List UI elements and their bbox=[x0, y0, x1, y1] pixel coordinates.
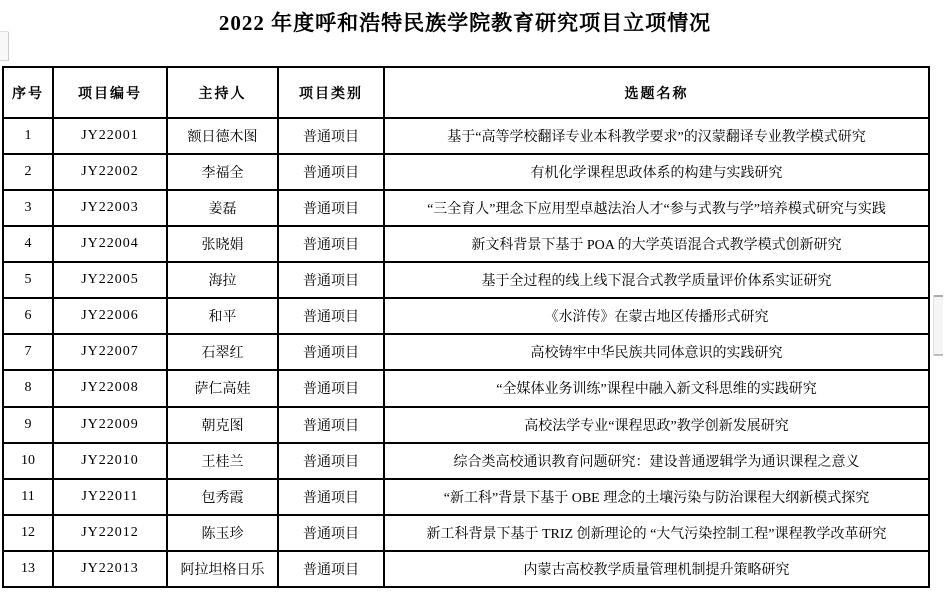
cell-topic: 内蒙古高校教学质量管理机制提升策略研究 bbox=[384, 551, 929, 587]
cell-topic: “全媒体业务训练”课程中融入新文科思维的实践研究 bbox=[384, 370, 929, 406]
cell-category: 普通项目 bbox=[278, 190, 384, 226]
cell-code: JY22010 bbox=[53, 443, 167, 479]
table-row bbox=[3, 370, 929, 406]
scrollbar-thumb[interactable] bbox=[933, 295, 943, 356]
cell-leader: 包秀霞 bbox=[167, 479, 278, 515]
cell-seq: 13 bbox=[3, 551, 53, 587]
cell-topic: 基于“高等学校翻译专业本科教学要求”的汉蒙翻译专业教学模式研究 bbox=[384, 118, 929, 154]
cell-topic: 高校铸牢中华民族共同体意识的实践研究 bbox=[384, 334, 929, 370]
cell-leader: 李福全 bbox=[167, 154, 278, 190]
cell-code: JY22002 bbox=[53, 154, 167, 190]
cell-category: 普通项目 bbox=[278, 479, 384, 515]
cell-code: JY22012 bbox=[53, 515, 167, 551]
cell-code: JY22008 bbox=[53, 370, 167, 406]
cell-seq: 1 bbox=[3, 118, 53, 154]
cell-seq: 11 bbox=[3, 479, 53, 515]
cell-seq: 2 bbox=[3, 154, 53, 190]
cell-seq: 10 bbox=[3, 443, 53, 479]
cell-leader: 石翠红 bbox=[167, 334, 278, 370]
table-row bbox=[3, 334, 929, 370]
cell-leader: 王桂兰 bbox=[167, 443, 278, 479]
page-title: 2022 年度呼和浩特民族学院教育研究项目立项情况 bbox=[218, 11, 712, 35]
cell-topic: 新文科背景下基于 POA 的大学英语混合式教学模式创新研究 bbox=[384, 226, 929, 262]
table-row bbox=[3, 298, 929, 334]
table-row bbox=[3, 190, 929, 226]
cell-seq: 4 bbox=[3, 226, 53, 262]
cell-leader: 朝克图 bbox=[167, 407, 278, 443]
cell-leader: 姜磊 bbox=[167, 190, 278, 226]
cell-seq: 3 bbox=[3, 190, 53, 226]
projects-table bbox=[2, 66, 930, 588]
cell-seq: 6 bbox=[3, 298, 53, 334]
table-row bbox=[3, 515, 929, 551]
table-row bbox=[3, 262, 929, 298]
cell-category: 普通项目 bbox=[278, 443, 384, 479]
cell-topic: “三全育人”理念下应用型卓越法治人才“参与式教与学”培养模式研究与实践 bbox=[384, 190, 929, 226]
cell-topic: 有机化学课程思政体系的构建与实践研究 bbox=[384, 154, 929, 190]
cell-category: 普通项目 bbox=[278, 154, 384, 190]
cell-category: 普通项目 bbox=[278, 515, 384, 551]
cell-category: 普通项目 bbox=[278, 370, 384, 406]
table-row bbox=[3, 118, 929, 154]
cell-seq: 9 bbox=[3, 407, 53, 443]
cell-code: JY22001 bbox=[53, 118, 167, 154]
cell-code: JY22011 bbox=[53, 479, 167, 515]
table-row bbox=[3, 407, 929, 443]
cell-leader: 海拉 bbox=[167, 262, 278, 298]
cell-leader: 额日德木图 bbox=[167, 118, 278, 154]
cell-category: 普通项目 bbox=[278, 334, 384, 370]
cell-leader: 陈玉珍 bbox=[167, 515, 278, 551]
cell-code: JY22013 bbox=[53, 551, 167, 587]
cell-topic: 基于全过程的线上线下混合式教学质量评价体系实证研究 bbox=[384, 262, 929, 298]
cell-seq: 12 bbox=[3, 515, 53, 551]
cell-category: 普通项目 bbox=[278, 407, 384, 443]
cell-seq: 8 bbox=[3, 370, 53, 406]
cell-code: JY22009 bbox=[53, 407, 167, 443]
header-seq: 序号 bbox=[3, 67, 53, 118]
cell-category: 普通项目 bbox=[278, 551, 384, 587]
header-code: 项目编号 bbox=[53, 67, 167, 118]
cell-code: JY22004 bbox=[53, 226, 167, 262]
cell-category: 普通项目 bbox=[278, 298, 384, 334]
table-row bbox=[3, 443, 929, 479]
cell-seq: 5 bbox=[3, 262, 53, 298]
cell-code: JY22006 bbox=[53, 298, 167, 334]
cell-topic: 高校法学专业“课程思政”教学创新发展研究 bbox=[384, 407, 929, 443]
header-topic: 选题名称 bbox=[384, 67, 929, 118]
cell-topic: “新工科”背景下基于 OBE 理念的土壤污染与防治课程大纲新模式探究 bbox=[384, 479, 929, 515]
table-row bbox=[3, 551, 929, 587]
cell-leader: 阿拉坦格日乐 bbox=[167, 551, 278, 587]
header-category: 项目类别 bbox=[278, 67, 384, 118]
table-row bbox=[3, 479, 929, 515]
cell-topic: 新工科背景下基于 TRIZ 创新理论的 “大气污染控制工程”课程教学改革研究 bbox=[384, 515, 929, 551]
cell-leader: 萨仁高娃 bbox=[167, 370, 278, 406]
cell-leader: 和平 bbox=[167, 298, 278, 334]
cell-code: JY22007 bbox=[53, 334, 167, 370]
table-row bbox=[3, 226, 929, 262]
cell-seq: 7 bbox=[3, 334, 53, 370]
cell-code: JY22005 bbox=[53, 262, 167, 298]
cell-topic: 《水浒传》在蒙古地区传播形式研究 bbox=[384, 298, 929, 334]
cell-category: 普通项目 bbox=[278, 118, 384, 154]
cell-topic: 综合类高校通识教育问题研究：建设普通逻辑学为通识课程之意义 bbox=[384, 443, 929, 479]
cell-category: 普通项目 bbox=[278, 226, 384, 262]
header-leader: 主持人 bbox=[167, 67, 278, 118]
table-header-row bbox=[3, 67, 929, 118]
cell-code: JY22003 bbox=[53, 190, 167, 226]
table-row bbox=[3, 154, 929, 190]
cell-category: 普通项目 bbox=[278, 262, 384, 298]
cell-leader: 张晓娟 bbox=[167, 226, 278, 262]
